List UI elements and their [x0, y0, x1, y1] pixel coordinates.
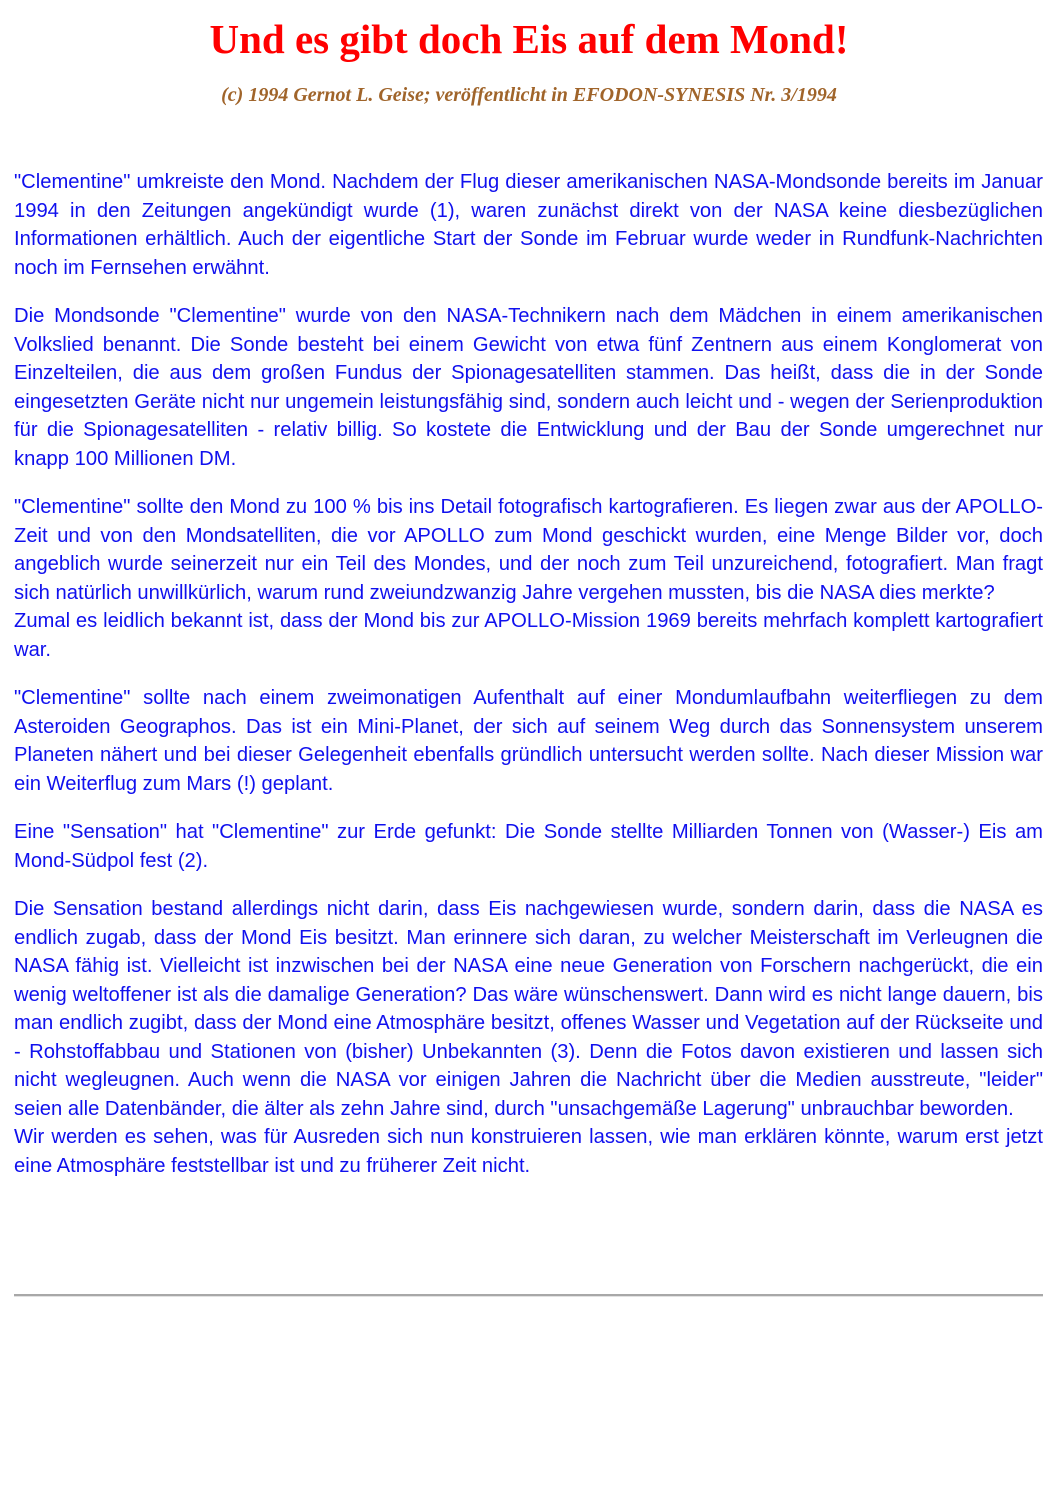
paragraph-5: [14, 818, 1043, 875]
paragraph-line: Die Mondsonde "Clementine" wurde von den NASA-Technikern nach dem Mädchen in einem amerikanischen Volkslied benannt. Die Sonde besteht bei einem Gewicht von etwa fünf Zentnern aus einem Konglomerat von Einzelteilen, die aus dem großen Fundus der Spionagesatelliten stammen. Das heißt, dass die in der Sonde eingesetzten Geräte nicht nur ungemein leistungsfähig sind, sondern auch leicht und - wegen der Serienproduktion für die Spionagesatelliten - relativ billig. So kostete die Entwicklung und der Bau der Sonde umgerechnet nur knapp 100 Millionen DM.: [14, 305, 1043, 470]
paragraph-line: Zumal es leidlich bekannt ist, dass der Mond bis zur APOLLO-Mission 1969 bereits mehrfach komplett kartografiert war.: [14, 610, 1043, 661]
paragraph-line: Die Sensation bestand allerdings nicht darin, dass Eis nachgewiesen wurde, sondern darin, dass die NASA es endlich zugab, dass der Mond Eis besitzt. Man erinnere sich daran, zu welcher Meisterschaft im Verleugnen die NASA fähig ist. Vielleicht ist inzwischen bei der NASA eine neue Generation von Forschern nachgerückt, die ein wenig weltoffener ist als die damalige Generation? Das wäre wünschenswert. Dann wird es nicht lange dauern, bis man endlich zugibt, dass der Mond eine Atmosphäre besitzt, offenes Wasser und Vegetation auf der Rückseite und - Rohstoffabbau und Stationen von (bisher) Unbekannten (3). Denn die Fotos davon existieren und lassen sich nicht wegleugnen. Auch wenn die NASA vor einigen Jahren die Nachricht über die Medien ausstreute, "leider" seien alle Datenbänder, die älter als zehn Jahre sind, durch "unsachgemäße Lagerung" unbrauchbar beworden.: [14, 898, 1043, 1120]
paragraph-line: Wir werden es sehen, was für Ausreden sich nun konstruieren lassen, wie man erklären könnte, warum erst jetzt eine Atmosphäre feststellbar ist und zu früherer Zeit nicht.: [14, 1126, 1043, 1177]
article-body: [14, 168, 1043, 1200]
paragraph-line: "Clementine" umkreiste den Mond. Nachdem der Flug dieser amerikanischen NASA-Mondsonde bereits im Januar 1994 in den Zeitungen angekündigt wurde (1), waren zunächst direkt von der NASA keine diesbezüglichen Informationen erhältlich. Auch der eigentliche Start der Sonde im Februar wurde weder in Rundfunk-Nachrichten noch im Fernsehen erwähnt.: [14, 171, 1043, 279]
paragraph-1: [14, 168, 1043, 282]
page-title: Und es gibt doch Eis auf dem Mond!: [209, 16, 849, 62]
paragraph-2: [14, 302, 1043, 473]
paragraph-line: "Clementine" sollte den Mond zu 100 % bis ins Detail fotografisch kartografieren. Es liegen zwar aus der APOLLO-Zeit und von den Mondsatelliten, die vor APOLLO zum Mond geschickt wurden, eine Menge Bilder vor, doch angeblich wurde seinerzeit nur ein Teil des Mondes, und der noch zum Teil unzureichend, fotografiert. Man fragt sich natürlich unwillkürlich, warum rund zweiundzwanzig Jahre vergehen mussten, bis die NASA dies merkte?: [14, 496, 1043, 604]
paragraph-line: "Clementine" sollte nach einem zweimonatigen Aufenthalt auf einer Mondumlaufbahn weiterfliegen zu dem Asteroiden Geographos. Das ist ein Mini-Planet, der sich auf seinem Weg durch das Sonnensystem unserem Planeten nähert und bei dieser Gelegenheit ebenfalls gründlich untersucht werden sollte. Nach dieser Mission war ein Weiterflug zum Mars (!) geplant.: [14, 687, 1043, 795]
page-subtitle: (c) 1994 Gernot L. Geise; veröffentlicht in EFODON-SYNESIS Nr. 3/1994: [221, 84, 837, 106]
paragraph-6: [14, 895, 1043, 1180]
paragraph-3: [14, 493, 1043, 664]
paragraph-4: [14, 684, 1043, 798]
paragraph-line: Eine "Sensation" hat "Clementine" zur Erde gefunkt: Die Sonde stellte Milliarden Tonnen von (Wasser-) Eis am Mond-Südpol fest (2).: [14, 821, 1043, 872]
horizontal-rule: [14, 1294, 1043, 1297]
